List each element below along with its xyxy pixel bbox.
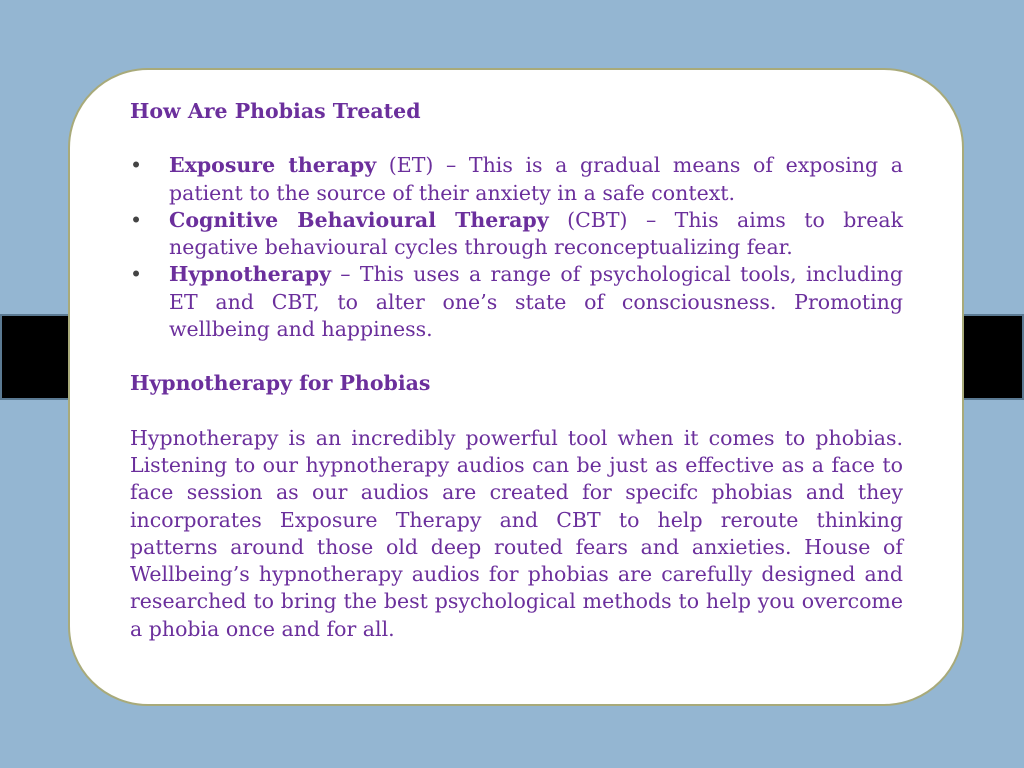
treatment-item-exposure	[130, 152, 903, 207]
section-heading-hypnotherapy: Hypnotherapy for Phobias	[130, 371, 431, 396]
treatment-term: Cognitive Behavioural Therapy	[169, 207, 549, 232]
treatment-term: Exposure therapy	[169, 153, 377, 178]
treatment-description: (CBT) – This aims to break negative behavioural cycles through reconceptualizing fear.	[169, 207, 903, 260]
treatment-list	[130, 152, 903, 343]
treatment-description: – This uses a range of psychological tools, including ET and CBT, to alter one’s state of consciousness. Promoting wellbeing and happiness.	[169, 262, 903, 342]
bullet-icon: •	[130, 262, 143, 287]
bullet-icon: •	[130, 153, 143, 178]
treatment-description: (ET) – This is a gradual means of exposing a patient to the source of their anxiety in a safe context.	[169, 153, 903, 205]
section-heading-treatment: How Are Phobias Treated	[130, 99, 421, 123]
bullet-icon: •	[130, 207, 143, 232]
treatment-term: Hypnotherapy	[169, 262, 331, 287]
treatment-item-cbt	[130, 207, 903, 262]
slide-content	[130, 98, 903, 643]
hypnotherapy-paragraph: Hypnotherapy is an incredibly powerful tool when it comes to phobias. Listening to our hypnotherapy audios can be just as effective as a face to face session as our audios are created for specifc phobias and they incorporates Exposure Therapy and CBT to help reroute thinking patterns around those old deep routed fears and anxieties. House of Wellbeing’s hypnotherapy audios for phobias are carefully designed and researched to bring the best psychological methods to help you overcome a phobia once and for all.	[130, 425, 903, 641]
treatment-item-hypnotherapy	[130, 261, 903, 343]
